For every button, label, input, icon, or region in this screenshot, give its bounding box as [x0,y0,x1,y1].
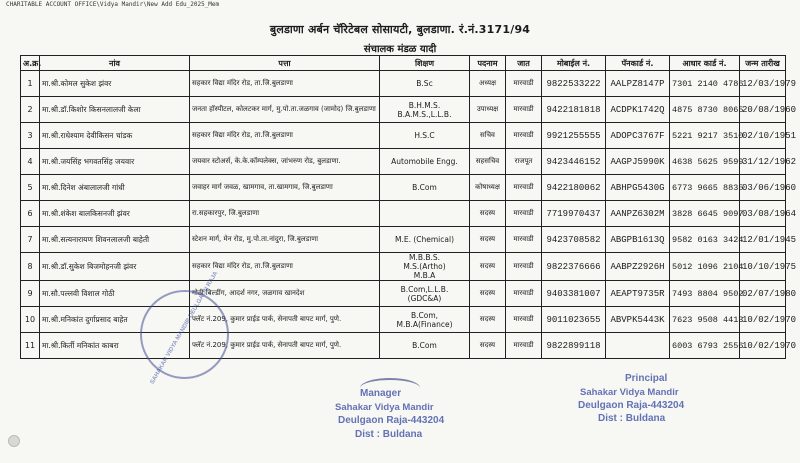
cell-name: मा.श्री.जयसिंह भगवतसिंह जयवार [40,149,190,175]
cell-aadhaar: 4875 8730 8065 [670,97,740,123]
table-row [21,253,786,281]
cell-address: रा.सहकारपुर, जि.बुलडाणा [190,201,380,227]
cell-dob: 10/02/1970 [740,333,786,359]
cell-dob: 31/12/1962 [740,149,786,175]
cell-address: जवाहर मार्ग जवळ, खामगाव, ता.खामगाव, जि.बुलडाणा [190,175,380,201]
cell-sr: 5 [21,175,40,201]
cell-name: मा.श्री.राधेश्याम देवीकिसन चांडक [40,123,190,149]
principal-place: Deulgaon Raja-443204 [578,400,685,411]
round-seal-stamp [140,290,229,379]
cell-address: गोठी बिल्डींग, आदर्श नगर, जळगाव खानदेश [190,281,380,307]
cell-position: सदस्य [470,201,506,227]
cell-education [380,201,470,227]
cell-caste: राजपूत [506,149,542,175]
cell-name: मा.श्री.किर्ती मनिकांत काबरा [40,333,190,359]
manager-place: Deulgaon Raja-443204 [338,415,445,426]
cell-sr: 9 [21,281,40,307]
cell-address: फ्लॅट नं.209, कुमार प्राईड पार्क, सेनापती बापट मार्ग, पुणे. [190,333,380,359]
cell-mobile: 9822899118 [542,333,606,359]
cell-address: सहकार विद्या मंदिर रोड, ता.जि.बुलडाणा [190,253,380,281]
table-row [21,227,786,253]
cell-name: मा.श्री.सत्यनारायण शिवनलालजी बाहेती [40,227,190,253]
file-path-header: CHARITABLE ACCOUNT OFFICE\Vidya Mandir\New Add Edu_2025_Mem [6,1,220,8]
cell-mobile: 9822376666 [542,253,606,281]
cell-pan: AABPZ2926H [606,253,670,281]
cell-caste: मारवाडी [506,281,542,307]
cell-education: H.S.C [380,123,470,149]
cell-dob: 12/01/1945 [740,227,786,253]
cell-education: M.B.B.S. M.S.(Artho) M.B.A [380,253,470,281]
manager-org: Sahakar Vidya Mandir [335,402,434,413]
cell-caste: मारवाडी [506,227,542,253]
cell-education: B.Sc [380,71,470,97]
cell-aadhaar: 4638 5625 9599 [670,149,740,175]
cell-name: मा.श्री.डॉ.किशोर किसनलालजी केला [40,97,190,123]
cell-aadhaar: 5221 9217 3510 [670,123,740,149]
header-position: पदनाम [470,56,506,71]
header-aadhaar: आधार कार्ड नं. [670,56,740,71]
cell-pan: AANPZ6302M [606,201,670,227]
cell-sr: 11 [21,333,40,359]
table-row [21,97,786,123]
header-address: पत्ता [190,56,380,71]
cell-mobile: 9403381007 [542,281,606,307]
header-caste: जात [506,56,542,71]
cell-sr: 3 [21,123,40,149]
table-row [21,201,786,227]
cell-mobile: 9921255555 [542,123,606,149]
cell-dob: 02/07/1980 [740,281,786,307]
cell-name: मा.सौ.पल्लवी विशाल गोठी [40,281,190,307]
cell-address: जनता हॉस्पीटल, कोलटकर मार्ग, मु.पो.ता.जळगाव (जामोद) जि.बुलडाणा [190,97,380,123]
header-dob: जन्म तारीख [740,56,786,71]
cell-pan: AEAPT9735R [606,281,670,307]
table-row [21,175,786,201]
cell-aadhaar: 3828 6645 9097 [670,201,740,227]
board-members-table [20,55,797,359]
cell-pan: ADOPC3767F [606,123,670,149]
punch-hole [8,435,20,447]
cell-caste: मारवाडी [506,253,542,281]
table-row [21,149,786,175]
cell-address: सहकार विद्या मंदिर रोड, ता.जि.बुलडाणा [190,71,380,97]
cell-name: मा.श्री.मनिकांत दुर्गाप्रसाद बाहेत [40,307,190,333]
round-seal-text: SAHAKAR VIDYA MANDIR DEULGAON RAJA [149,270,220,386]
table-row [21,307,786,333]
cell-aadhaar: 6773 9665 8835 [670,175,740,201]
header-pan: पॅनकार्ड नं. [606,56,670,71]
cell-mobile: 9011023655 [542,307,606,333]
cell-pan: ABVPK5443K [606,307,670,333]
cell-position: सदस्य [470,281,506,307]
cell-mobile: 9423708582 [542,227,606,253]
table-header-row [21,56,786,71]
cell-caste: मारवाडी [506,201,542,227]
cell-address: जयवार स्टोअर्स, के.के.कॉम्पलेक्स, जांभरुण रोड, बुलडाणा. [190,149,380,175]
cell-sr: 10 [21,307,40,333]
header-name: नांव [40,56,190,71]
header-education: शिक्षण [380,56,470,71]
cell-education: B.Com,L.L.B. (GDC&A) [380,281,470,307]
cell-aadhaar: 7623 9508 4413 [670,307,740,333]
cell-education: Automobile Engg. [380,149,470,175]
table-row [21,123,786,149]
cell-caste: मारवाडी [506,307,542,333]
cell-aadhaar: 7493 8804 9502 [670,281,740,307]
manager-district: Dist : Buldana [355,429,423,440]
cell-aadhaar: 9582 0163 3424 [670,227,740,253]
cell-address: फ्लॅट नं.209, कुमार प्राईड पार्क, सेनापती बापट मार्ग, पुणे. [190,307,380,333]
cell-mobile: 9422181818 [542,97,606,123]
cell-position: उपाध्यक्ष [470,97,506,123]
cell-position: सचिव [470,123,506,149]
cell-education: B.Com [380,175,470,201]
cell-dob: 10/02/1970 [740,307,786,333]
table-body [21,71,797,359]
cell-mobile: 9422180062 [542,175,606,201]
cell-mobile: 9822533222 [542,71,606,97]
cell-aadhaar: 5012 1096 2104 [670,253,740,281]
cell-caste: मारवाडी [506,71,542,97]
cell-address: सहकार विद्या मंदिर रोड, ता.जि.बुलडाणा [190,123,380,149]
cell-education: B.H.M.S. B.A.M.S.,L.L.B. [380,97,470,123]
cell-name: मा.श्री.दिनेश अंबालालजी गांधी [40,175,190,201]
cell-pan: ABGPB1613Q [606,227,670,253]
cell-caste: मारवाडी [506,333,542,359]
cell-sr: 4 [21,149,40,175]
cell-position: सदस्य [470,307,506,333]
manager-label: Manager [360,388,402,399]
cell-education: B.Com, M.B.A(Finance) [380,307,470,333]
cell-name: मा.श्री.शंकेश बालकिसनजी झंवर [40,201,190,227]
cell-dob: 03/08/1964 [740,201,786,227]
cell-position: कोषाध्यक्ष [470,175,506,201]
cell-position: सहसचिव [470,149,506,175]
cell-caste: मारवाडी [506,123,542,149]
cell-mobile: 9423446152 [542,149,606,175]
cell-dob: 12/03/1979 [740,71,786,97]
header-mobile: मोबाईल नं. [542,56,606,71]
cell-pan [606,333,670,359]
cell-pan: ACDPK1742Q [606,97,670,123]
cell-sr: 6 [21,201,40,227]
cell-position: सदस्य [470,253,506,281]
cell-sr: 8 [21,253,40,281]
document-title: बुलडाणा अर्बन चॅरिटेबल सोसायटी, बुलडाणा. रं.नं.3171/94 [269,23,531,36]
document-subtitle: संचालक मंडळ यादी [363,44,437,55]
cell-aadhaar: 7301 2140 4786 [670,71,740,97]
cell-pan: ABHPG5430G [606,175,670,201]
principal-district: Dist : Buldana [598,413,666,424]
table-row [21,71,786,97]
cell-position: सदस्य [470,227,506,253]
table-row [21,281,786,307]
principal-label: Principal [625,373,668,384]
cell-position: अध्यक्ष [470,71,506,97]
cell-sr: 2 [21,97,40,123]
cell-mobile: 7719970437 [542,201,606,227]
cell-aadhaar: 6003 6793 2556 [670,333,740,359]
header-sr: अ.क्र. [21,56,40,71]
cell-caste: मारवाडी [506,175,542,201]
cell-education: B.Com [380,333,470,359]
cell-dob: 10/10/1975 [740,253,786,281]
cell-sr: 1 [21,71,40,97]
cell-name: मा.श्री.डॉ.सुकेश बिजमोहनजी झंवर [40,253,190,281]
principal-org: Sahakar Vidya Mandir [580,387,679,398]
cell-sr: 7 [21,227,40,253]
cell-position: सदस्य [470,333,506,359]
cell-pan: AAGPJ5990K [606,149,670,175]
table-row [21,333,786,359]
cell-address: स्टेशन मार्ग, मेन रोड, मु.पो.ता.नांदुरा, जि.बुलडाणा [190,227,380,253]
cell-education: M.E. (Chemical) [380,227,470,253]
cell-caste: मारवाडी [506,97,542,123]
cell-dob: 20/08/1960 [740,97,786,123]
cell-dob: 03/06/1960 [740,175,786,201]
cell-dob: 02/10/1951 [740,123,786,149]
cell-pan: AALPZ8147P [606,71,670,97]
cell-name: मा.श्री.कोमल सुकेश झंवर [40,71,190,97]
